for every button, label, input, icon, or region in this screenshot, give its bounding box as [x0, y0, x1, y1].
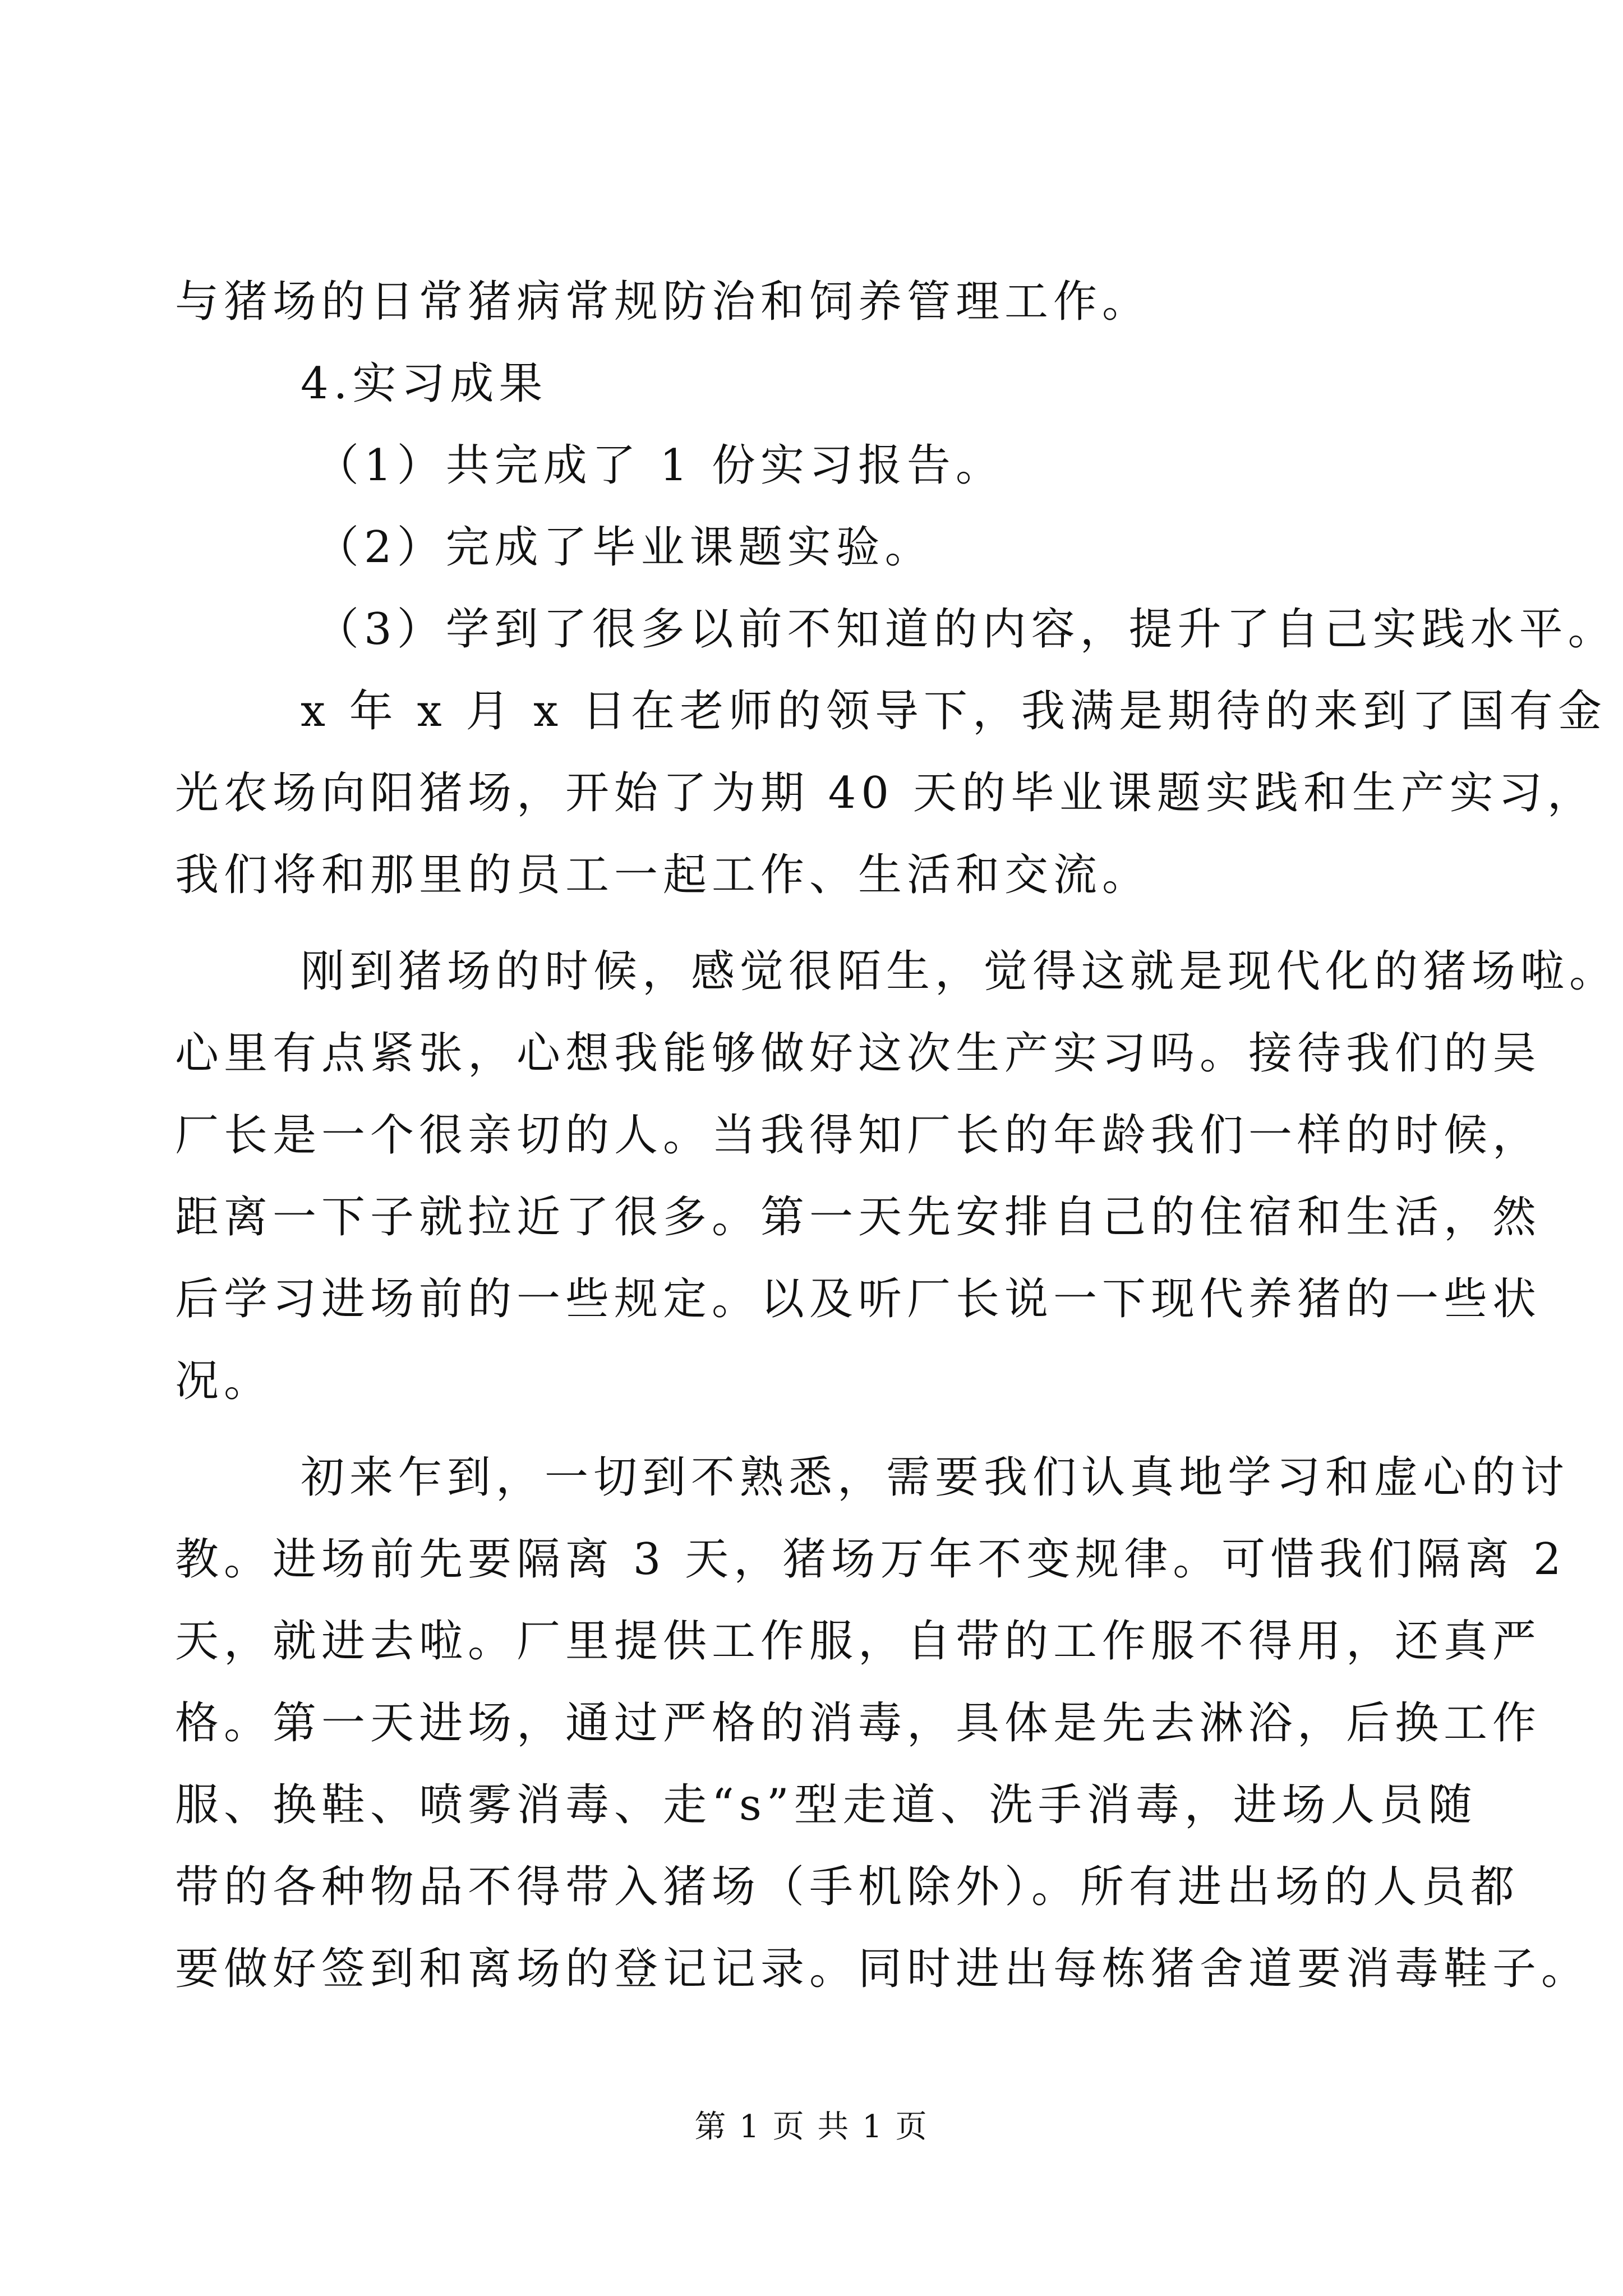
section-heading: 4.实习成果: [301, 358, 548, 409]
paragraph-line: 带的各种物品不得带入猪场（手机除外）。所有进出场的人员都: [175, 1862, 1520, 1912]
paragraph-line: 教。进场前先要隔离 3 天，猪场万年不变规律。可惜我们隔离 2: [175, 1534, 1566, 1585]
paragraph-line: 要做好签到和离场的登记记录。同时进出每栋猪舍道要消毒鞋子。: [175, 1944, 1590, 1994]
paragraph-line: x 年 x 月 x 日在老师的领导下，我满是期待的来到了国有金: [301, 686, 1607, 737]
page-number-footer: 第 1 页 共 1 页: [694, 2109, 929, 2145]
list-item: （1）共完成了 1 份实习报告。: [315, 440, 1004, 491]
paragraph-line: 后学习进场前的一些规定。以及听厂长说一下现代养猪的一些状: [175, 1274, 1542, 1324]
paragraph-line: 格。第一天进场，通过严格的消毒，具体是先去淋浴，后换工作: [175, 1698, 1542, 1749]
paragraph-line: 刚到猪场的时候，感觉很陌生，觉得这就是现代化的猪场啦。: [301, 946, 1619, 997]
paragraph-line: 光农场向阳猪场，开始了为期 40 天的毕业课题实践和生产实习，: [175, 768, 1596, 818]
document-body: [175, 265, 1619, 2006]
paragraph-line: 况。: [175, 1356, 273, 1406]
paragraph-line: 天，就进去啦。厂里提供工作服，自带的工作服不得用，还真严: [175, 1616, 1542, 1667]
paragraph-line: 厂长是一个很亲切的人。当我得知厂长的年龄我们一样的时候，: [175, 1110, 1542, 1161]
paragraph-line: 距离一下子就拉近了很多。第一天先安排自己的住宿和生活，然: [175, 1192, 1542, 1243]
list-item: （2）完成了毕业课题实验。: [315, 522, 934, 573]
paragraph-line: 心里有点紧张，心想我能够做好这次生产实习吗。接待我们的吴: [175, 1028, 1542, 1079]
list-item: （3）学到了很多以前不知道的内容，提升了自己实践水平。: [315, 604, 1617, 655]
paragraph-line: 服、换鞋、喷雾消毒、走“s”型走道、洗手消毒，进场人员随: [175, 1780, 1477, 1830]
text-line: 与猪场的日常猪病常规防治和饲养管理工作。: [175, 277, 1151, 327]
paragraph-line: 我们将和那里的员工一起工作、生活和交流。: [175, 850, 1151, 900]
paragraph-line: 初来乍到，一切到不熟悉，需要我们认真地学习和虚心的讨: [301, 1452, 1570, 1503]
